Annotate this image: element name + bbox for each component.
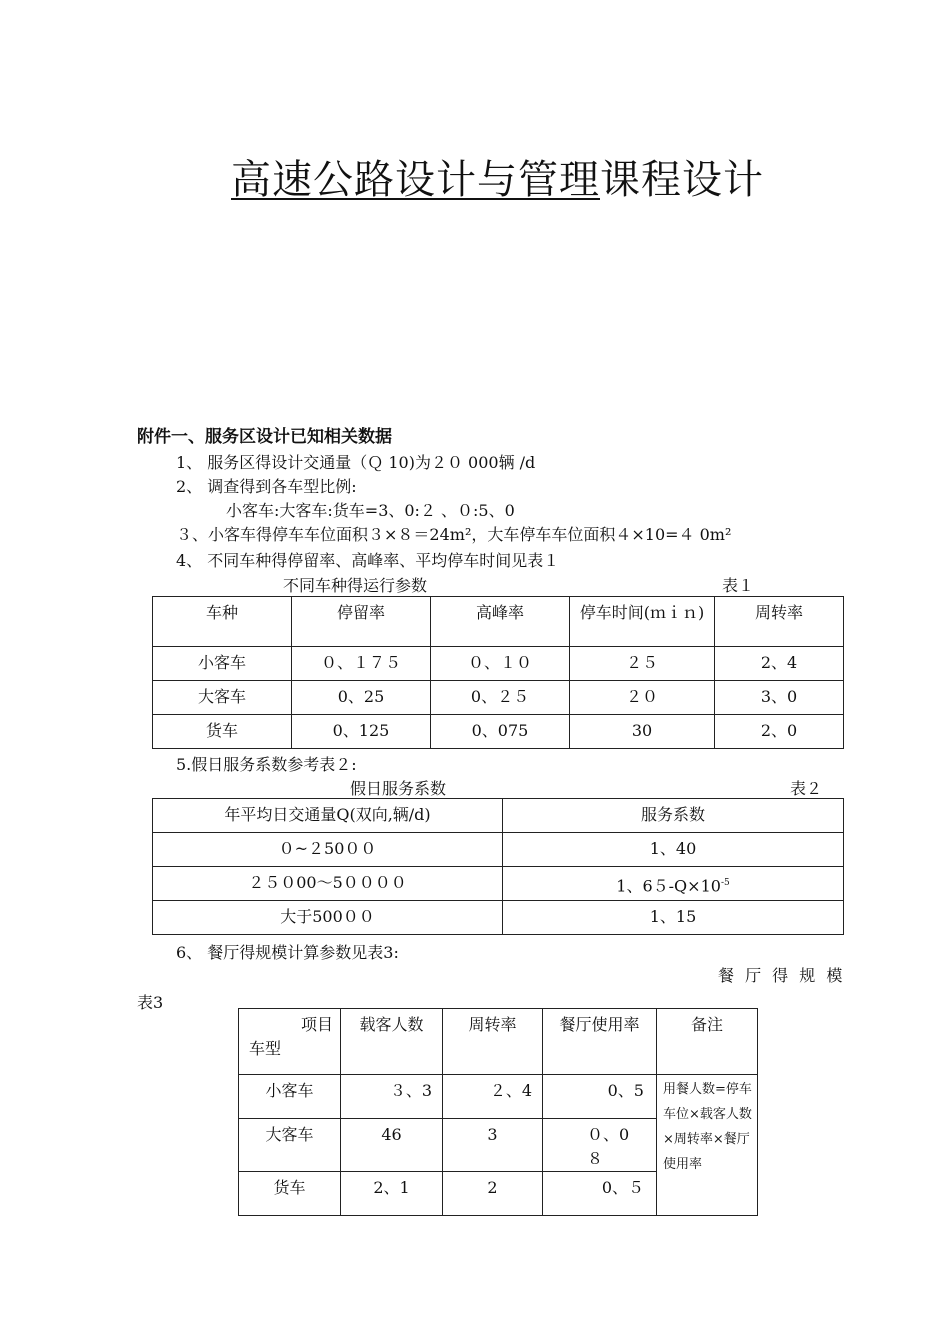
table-cell: 0、５: [543, 1172, 657, 1216]
page-title: [0, 148, 950, 205]
table3-label: 表3: [137, 993, 164, 1012]
table-row: [153, 833, 844, 867]
remark-cell: 用餐人数=停车车位×载客人数×周转率×餐厅使用率: [657, 1075, 758, 1216]
appendix-heading: 附件一、服务区设计已知相关数据: [137, 427, 392, 447]
table-header-cell: 年平均日交通量Q(双向,辆/d): [153, 799, 503, 833]
table-header-cell: 停留率: [292, 597, 431, 647]
table2-label: 表２: [790, 779, 823, 798]
item-3: ３、小客车得停车车位面积３×８＝24m²，大车停车车位面积４×10=４ 0m²: [176, 525, 732, 544]
item-1: 1、 服务区得设计交通量（Ｑ 10)为２０ 000辆 /d: [176, 453, 536, 472]
table-row: [153, 647, 844, 681]
table-cell: 3、0: [715, 681, 844, 715]
corner-header-top: 项目: [300, 1015, 333, 1034]
table-cell: 1、15: [503, 901, 844, 935]
table-row: [239, 1075, 758, 1119]
table-row: [153, 901, 844, 935]
table-cell: 3: [443, 1119, 543, 1172]
table-cell: 0、25: [292, 681, 431, 715]
table-header-cell: 载客人数: [341, 1009, 443, 1075]
item-4: 4、 不同车种得停留率、高峰率、平均停车时间见表１: [176, 551, 560, 570]
table-header-cell: 周转率: [443, 1009, 543, 1075]
table-cell: 小客车: [153, 647, 292, 681]
table-header-cell: 服务系数: [503, 799, 844, 833]
table-cell: ３、3: [341, 1075, 443, 1119]
table-cell: 2、4: [715, 647, 844, 681]
table2-caption: 假日服务系数: [350, 779, 447, 798]
table-cell: ０、0８: [543, 1119, 657, 1172]
table-header-cell: 周转率: [715, 597, 844, 647]
table1-label: 表１: [722, 576, 755, 595]
table2: [152, 798, 844, 935]
table-cell: ０、１７５: [292, 647, 431, 681]
table-cell: ２０: [570, 681, 715, 715]
table-cell: 46: [341, 1119, 443, 1172]
table-cell: 2、1: [341, 1172, 443, 1216]
table-cell: 大客车: [153, 681, 292, 715]
table-cell: 0、125: [292, 715, 431, 749]
table-header-cell: 备注: [657, 1009, 758, 1075]
table-cell: [503, 867, 844, 901]
table-cell: 30: [570, 715, 715, 749]
table-cell: 0、5: [543, 1075, 657, 1119]
table-row: [153, 715, 844, 749]
item-2: 2、 调查得到各车型比例:: [176, 477, 357, 496]
title-underlined-part: 高速公路设计与管理: [231, 157, 600, 203]
table-row: [153, 681, 844, 715]
title-rest-part: 课程设计: [600, 157, 764, 203]
table3-caption: 餐 厅 得 规 模: [718, 966, 843, 985]
table-cell: ２５０00～5００００: [153, 867, 503, 901]
table-cell: 小客车: [239, 1075, 341, 1119]
table-cell: ２５: [570, 647, 715, 681]
table-cell: 货车: [239, 1172, 341, 1216]
table-cell: ０、１０: [431, 647, 570, 681]
table-cell: 0、２５: [431, 681, 570, 715]
table-row: [153, 597, 844, 647]
table-cell: 货车: [153, 715, 292, 749]
table-cell: ２、4: [443, 1075, 543, 1119]
vehicle-ratio: 小客车:大客车:货车=3、0:２ 、０:5、0: [226, 501, 515, 520]
table-cell: 2: [443, 1172, 543, 1216]
table1-caption: 不同车种得运行参数: [283, 576, 428, 595]
table-cell: 大客车: [239, 1119, 341, 1172]
table-cell: ０~２50００: [153, 833, 503, 867]
table-header-cell: 高峰率: [431, 597, 570, 647]
service-formula: 1、6５-Q×10: [616, 876, 721, 896]
table1: [152, 596, 844, 749]
table-cell: 0、075: [431, 715, 570, 749]
table-row: [153, 867, 844, 901]
table-header-cell: 停车时间(ｍｉｎ): [570, 597, 715, 647]
item-5: 5.假日服务系数参考表２:: [176, 755, 357, 774]
formula-exponent: -5: [720, 878, 730, 888]
table3: [238, 1008, 758, 1216]
table-row: [153, 799, 844, 833]
table-corner-cell: [239, 1009, 341, 1075]
table-cell: 大于500００: [153, 901, 503, 935]
table-header-cell: 餐厅使用率: [543, 1009, 657, 1075]
table-header-cell: 车种: [153, 597, 292, 647]
item-6: 6、 餐厅得规模计算参数见表3:: [176, 943, 399, 962]
table-cell: 2、0: [715, 715, 844, 749]
table-cell: 1、40: [503, 833, 844, 867]
table-row: [239, 1009, 758, 1075]
corner-header-bottom: 车型: [249, 1039, 282, 1058]
